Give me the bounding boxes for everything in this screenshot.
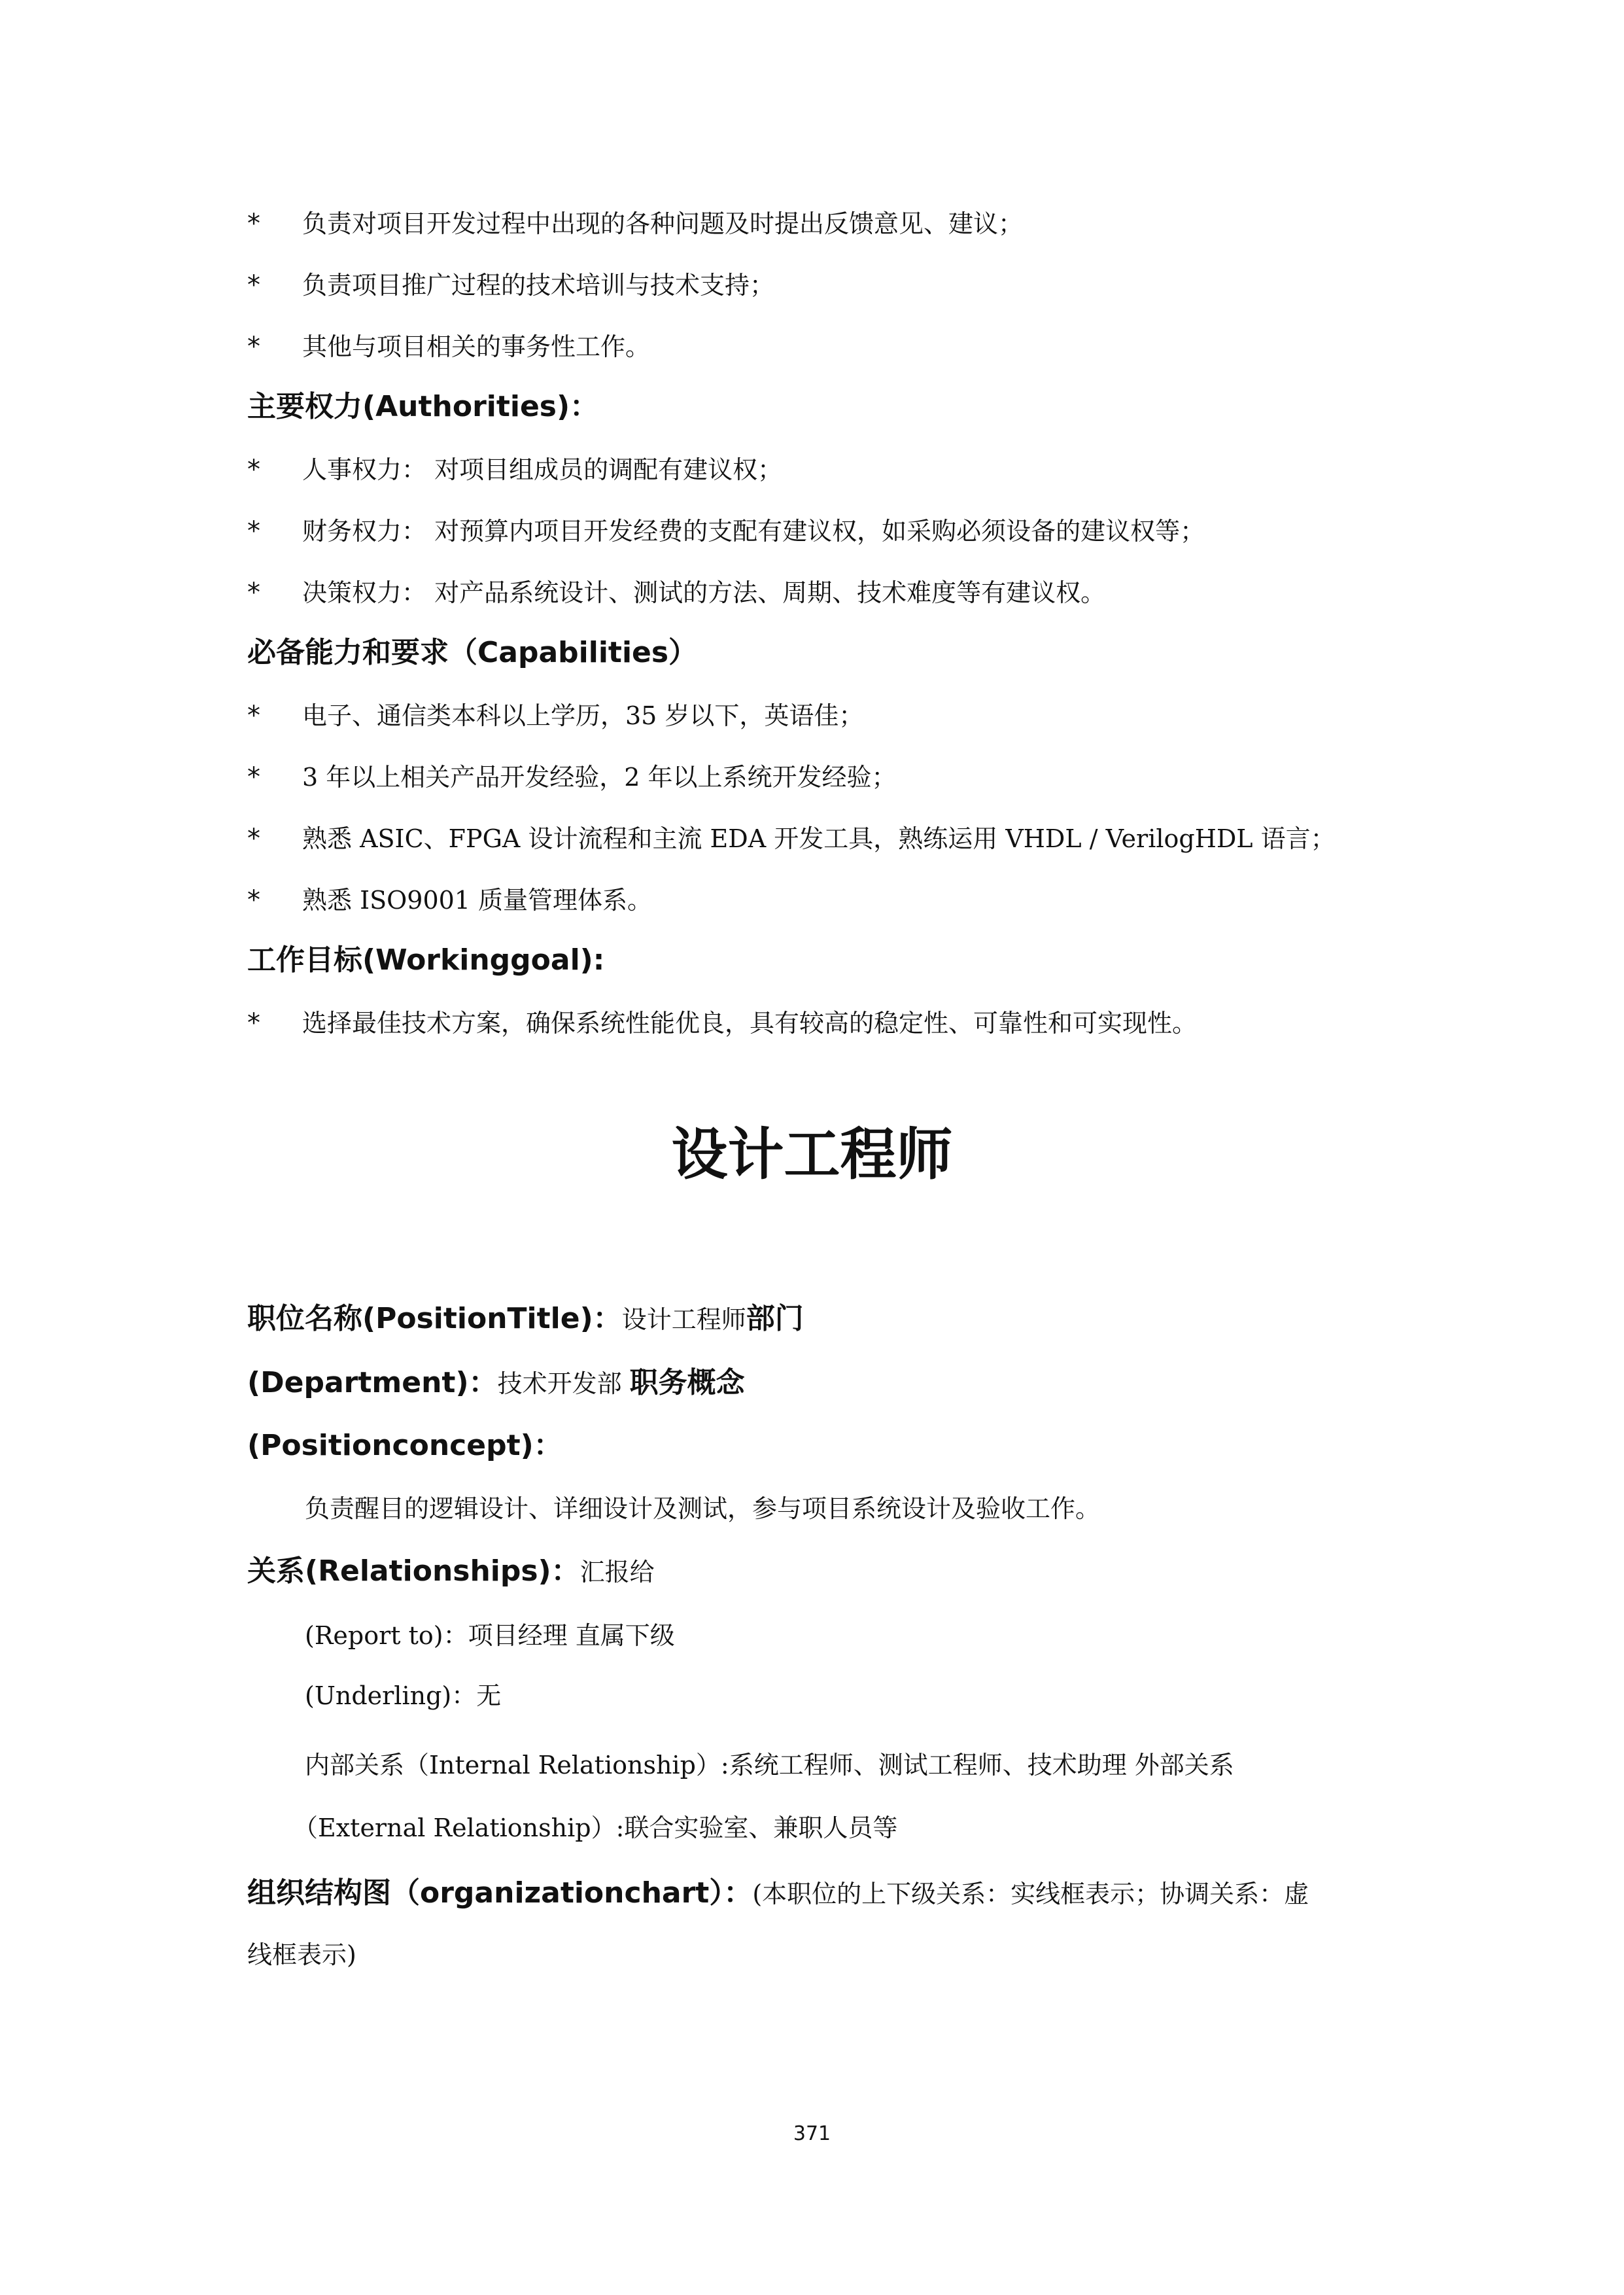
list-item-text: 负责项目推广过程的技术培训与技术支持； (302, 271, 775, 300)
internal-relationship-line: 内部关系（Internal Relationship）:系统工程师、测试工程师、技术助理 外部关系 (305, 1751, 1234, 1779)
position-title-heading: 职位名称(PositionTitle)： (247, 1302, 622, 1335)
list-item-text: 人事权力： 对项目组成员的调配有建议权； (302, 455, 783, 484)
relationships-heading-tail: 汇报给 (579, 1558, 655, 1586)
list-item-text: 决策权力： 对产品系统设计、测试的方法、周期、技术难度等有建议权。 (302, 578, 1106, 607)
list-item-text: 熟悉 ISO9001 质量管理体系。 (302, 886, 653, 915)
underling-line: (Underling)：无 (305, 1681, 502, 1710)
list-item (247, 576, 1105, 610)
org-chart-line (247, 1874, 1309, 1914)
bullet-marker: * (247, 701, 260, 731)
department-value: 技术开发部 (497, 1369, 630, 1398)
position-concept-text: 负责醒目的逻辑设计、详细设计及测试，参与项目系统设计及验收工作。 (305, 1494, 1101, 1523)
bullet-marker: * (247, 455, 260, 485)
list-item-text: 财务权力： 对预算内项目开发经费的支配有建议权，如采购必须设备的建议权等； (302, 517, 1205, 546)
bullet-marker: * (247, 824, 260, 854)
bullet-marker: * (247, 332, 260, 362)
list-item (247, 883, 652, 917)
bullet-marker: * (247, 1008, 260, 1038)
list-item (247, 330, 650, 364)
relationships-line (247, 1552, 655, 1592)
list-item (247, 268, 774, 302)
report-to-line: (Report to)：项目经理 直属下级 (305, 1621, 675, 1650)
bullet-marker: * (247, 885, 260, 915)
authorities-heading: 主要权力(Authorities)： (247, 390, 599, 423)
position-concept-label: (Positionconcept)： (247, 1429, 562, 1462)
list-item (247, 1006, 1197, 1040)
bullet-marker: * (247, 270, 260, 300)
capabilities-heading: 必备能力和要求（Capabilities） (247, 636, 698, 669)
bullet-marker: * (247, 209, 260, 239)
list-item (247, 822, 1336, 856)
list-item-text: 电子、通信类本科以上学历，35 岁以下，英语佳； (302, 701, 864, 730)
external-relationship-line: （External Relationship）:联合实验室、兼职人员等 (293, 1813, 898, 1842)
position-title-line (247, 1299, 804, 1339)
list-item-text: 熟悉 ASIC、FPGA 设计流程和主流 EDA 开发工具，熟练运用 VHDL / VerilogHDL 语言； (302, 824, 1336, 853)
bullet-marker: * (247, 762, 260, 792)
list-item-text: 负责对项目开发过程中出现的各种问题及时提出反馈意见、建议； (302, 209, 1024, 238)
bullet-marker: * (247, 578, 260, 608)
list-item (247, 207, 1023, 241)
department-heading: 部门 (746, 1302, 804, 1335)
position-concept-heading: 职务概念 (629, 1366, 745, 1399)
list-item (247, 699, 863, 733)
list-item (247, 760, 897, 794)
page-title: 设计工程师 (671, 1122, 953, 1187)
org-chart-description-cont: 线框表示) (247, 1940, 356, 1969)
position-title-value: 设计工程师 (621, 1305, 746, 1334)
org-chart-description: (本职位的上下级关系：实线框表示；协调关系：虚 (752, 1880, 1309, 1908)
page-number: 371 (793, 2122, 831, 2145)
bullet-marker: * (247, 516, 260, 546)
list-item-text: 3 年以上相关产品开发经验，2 年以上系统开发经验； (302, 763, 897, 792)
working-goal-heading: 工作目标(Workinggoal): (247, 943, 605, 977)
list-item (247, 453, 782, 487)
org-chart-heading: 组织结构图（organizationchart）： (247, 1876, 753, 1910)
department-line (247, 1363, 745, 1403)
relationships-heading: 关系(Relationships)： (247, 1554, 580, 1588)
list-item-text: 选择最佳技术方案，确保系统性能优良，具有较高的稳定性、可靠性和可实现性。 (302, 1009, 1198, 1038)
list-item (247, 514, 1205, 548)
department-label: (Department)： (247, 1366, 498, 1399)
list-item-text: 其他与项目相关的事务性工作。 (302, 332, 651, 361)
